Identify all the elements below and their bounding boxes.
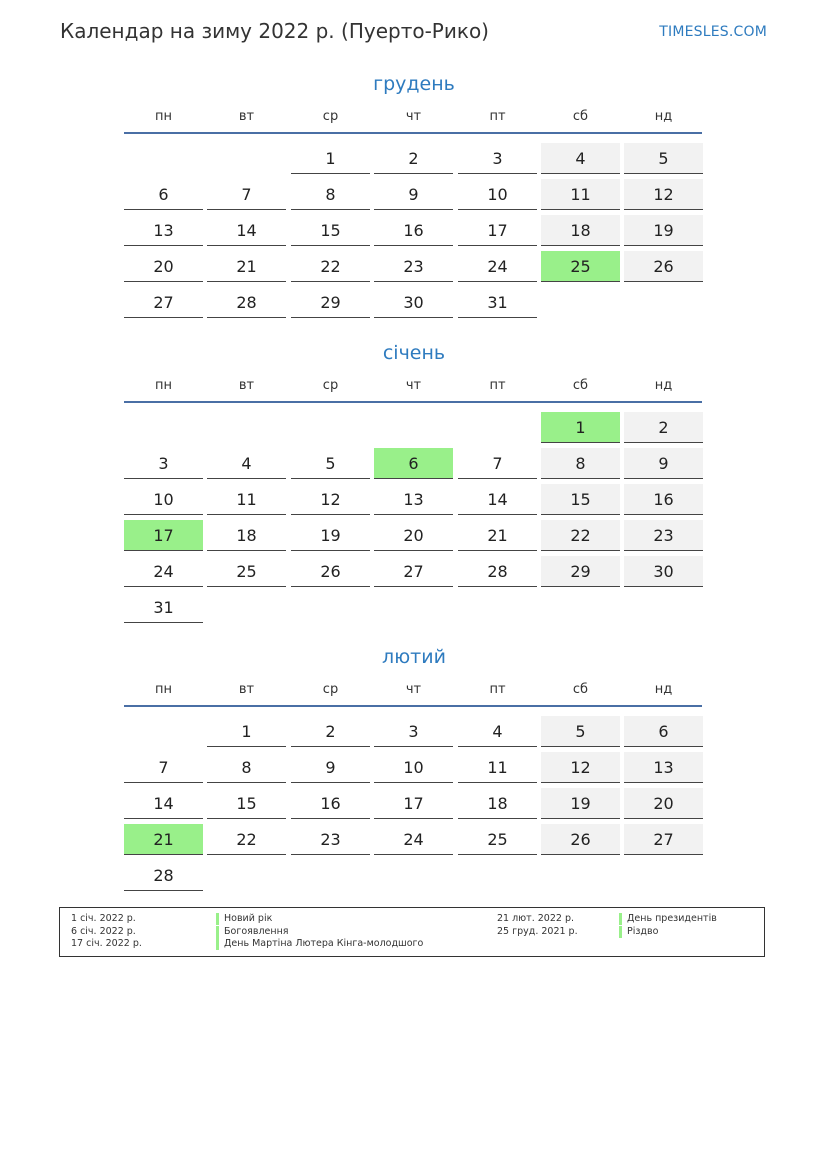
day-cell: 22 — [541, 520, 620, 551]
day-cell: 5 — [291, 448, 370, 479]
day-cell: 6 — [124, 179, 203, 210]
day-cell: 30 — [374, 287, 453, 318]
weekday-label: нд — [654, 109, 673, 124]
weekday-label: пн — [155, 378, 172, 393]
day-cell: 9 — [624, 448, 703, 479]
day-cell: 29 — [291, 287, 370, 318]
month-name: грудень — [373, 73, 455, 95]
weekday-label: вт — [238, 682, 255, 697]
day-cell: 7 — [458, 448, 537, 479]
day-cell: 12 — [291, 484, 370, 515]
day-cell: 18 — [458, 788, 537, 819]
legend-holiday-name: Різдво — [619, 926, 658, 938]
day-cell: 31 — [124, 592, 203, 623]
day-cell: 27 — [624, 824, 703, 855]
day-cell: 21 — [458, 520, 537, 551]
day-cell: 11 — [541, 179, 620, 210]
day-cell: 24 — [458, 251, 537, 282]
weekday-label: чт — [405, 109, 422, 124]
weekday-label: пт — [489, 682, 506, 697]
weekday-label: пн — [155, 682, 172, 697]
day-cell: 26 — [541, 824, 620, 855]
header-rule — [124, 132, 702, 134]
day-cell: 7 — [207, 179, 286, 210]
day-cell: 10 — [458, 179, 537, 210]
day-cell: 8 — [291, 179, 370, 210]
weekday-label: пт — [489, 378, 506, 393]
day-cell: 20 — [124, 251, 203, 282]
day-cell: 16 — [374, 215, 453, 246]
day-cell: 15 — [207, 788, 286, 819]
weekday-label: сб — [572, 109, 589, 124]
legend-date: 25 груд. 2021 р. — [497, 925, 578, 937]
day-cell: 4 — [541, 143, 620, 174]
day-cell: 20 — [624, 788, 703, 819]
day-cell: 16 — [291, 788, 370, 819]
legend-holiday-name: День президентів — [619, 913, 717, 925]
day-cell: 19 — [541, 788, 620, 819]
day-cell: 3 — [374, 716, 453, 747]
day-cell: 21 — [207, 251, 286, 282]
holiday-day-cell: 21 — [124, 824, 203, 855]
legend-date: 17 січ. 2022 р. — [71, 938, 142, 949]
day-cell: 26 — [624, 251, 703, 282]
day-cell: 2 — [624, 412, 703, 443]
day-cell: 6 — [624, 716, 703, 747]
day-cell: 17 — [374, 788, 453, 819]
day-cell: 12 — [541, 752, 620, 783]
day-cell: 31 — [458, 287, 537, 318]
weekday-label: сб — [572, 682, 589, 697]
legend-date: 6 січ. 2022 р. — [71, 925, 136, 937]
day-cell: 8 — [207, 752, 286, 783]
day-cell: 11 — [207, 484, 286, 515]
holiday-day-cell: 17 — [124, 520, 203, 551]
day-cell: 2 — [291, 716, 370, 747]
header-rule — [124, 705, 702, 707]
page-title: Календар на зиму 2022 р. (Пуерто-Рико) — [60, 19, 489, 43]
day-cell: 25 — [207, 556, 286, 587]
day-cell: 14 — [124, 788, 203, 819]
day-cell: 7 — [124, 752, 203, 783]
weekday-label: ср — [322, 109, 339, 124]
day-cell: 14 — [207, 215, 286, 246]
day-cell: 15 — [291, 215, 370, 246]
weekday-label: пн — [155, 109, 172, 124]
day-cell: 24 — [124, 556, 203, 587]
day-cell: 22 — [291, 251, 370, 282]
day-cell: 28 — [458, 556, 537, 587]
day-cell: 20 — [374, 520, 453, 551]
day-cell: 10 — [374, 752, 453, 783]
day-cell: 30 — [624, 556, 703, 587]
day-cell: 18 — [541, 215, 620, 246]
day-cell: 13 — [374, 484, 453, 515]
legend-holiday-name: День Мартіна Лютера Кінга-молодшого — [216, 938, 423, 950]
day-cell: 1 — [207, 716, 286, 747]
day-cell: 23 — [624, 520, 703, 551]
header-rule — [124, 401, 702, 403]
day-cell: 5 — [624, 143, 703, 174]
day-cell: 29 — [541, 556, 620, 587]
holiday-day-cell: 25 — [541, 251, 620, 282]
weekday-label: вт — [238, 378, 255, 393]
weekday-label: вт — [238, 109, 255, 124]
weekday-label: нд — [654, 378, 673, 393]
day-cell: 28 — [124, 860, 203, 891]
day-cell: 1 — [291, 143, 370, 174]
day-cell: 3 — [124, 448, 203, 479]
day-cell: 26 — [291, 556, 370, 587]
legend-holiday-name: Новий рік — [216, 913, 272, 925]
day-cell: 11 — [458, 752, 537, 783]
day-cell: 27 — [124, 287, 203, 318]
day-cell: 3 — [458, 143, 537, 174]
weekday-label: ср — [322, 682, 339, 697]
day-cell: 23 — [291, 824, 370, 855]
day-cell: 19 — [291, 520, 370, 551]
legend-holiday-name: Богоявлення — [216, 926, 289, 938]
day-cell: 18 — [207, 520, 286, 551]
day-cell: 5 — [541, 716, 620, 747]
legend-date: 1 січ. 2022 р. — [71, 913, 136, 924]
day-cell: 15 — [541, 484, 620, 515]
weekday-label: чт — [405, 378, 422, 393]
day-cell: 10 — [124, 484, 203, 515]
day-cell: 28 — [207, 287, 286, 318]
legend-date: 21 лют. 2022 р. — [497, 913, 574, 924]
month-name: лютий — [382, 646, 446, 668]
day-cell: 22 — [207, 824, 286, 855]
day-cell: 4 — [207, 448, 286, 479]
day-cell: 24 — [374, 824, 453, 855]
weekday-label: нд — [654, 682, 673, 697]
weekday-label: пт — [489, 109, 506, 124]
day-cell: 8 — [541, 448, 620, 479]
day-cell: 19 — [624, 215, 703, 246]
month-name: січень — [382, 342, 446, 364]
day-cell: 25 — [458, 824, 537, 855]
day-cell: 13 — [124, 215, 203, 246]
day-cell: 13 — [624, 752, 703, 783]
holiday-day-cell: 1 — [541, 412, 620, 443]
site-link[interactable]: TIMESLES.COM — [659, 24, 767, 40]
holiday-legend — [59, 907, 765, 957]
day-cell: 16 — [624, 484, 703, 515]
day-cell: 27 — [374, 556, 453, 587]
day-cell: 23 — [374, 251, 453, 282]
day-cell: 17 — [458, 215, 537, 246]
day-cell: 12 — [624, 179, 703, 210]
weekday-label: сб — [572, 378, 589, 393]
day-cell: 9 — [374, 179, 453, 210]
day-cell: 2 — [374, 143, 453, 174]
weekday-label: ср — [322, 378, 339, 393]
day-cell: 9 — [291, 752, 370, 783]
day-cell: 4 — [458, 716, 537, 747]
holiday-day-cell: 6 — [374, 448, 453, 479]
day-cell: 14 — [458, 484, 537, 515]
weekday-label: чт — [405, 682, 422, 697]
